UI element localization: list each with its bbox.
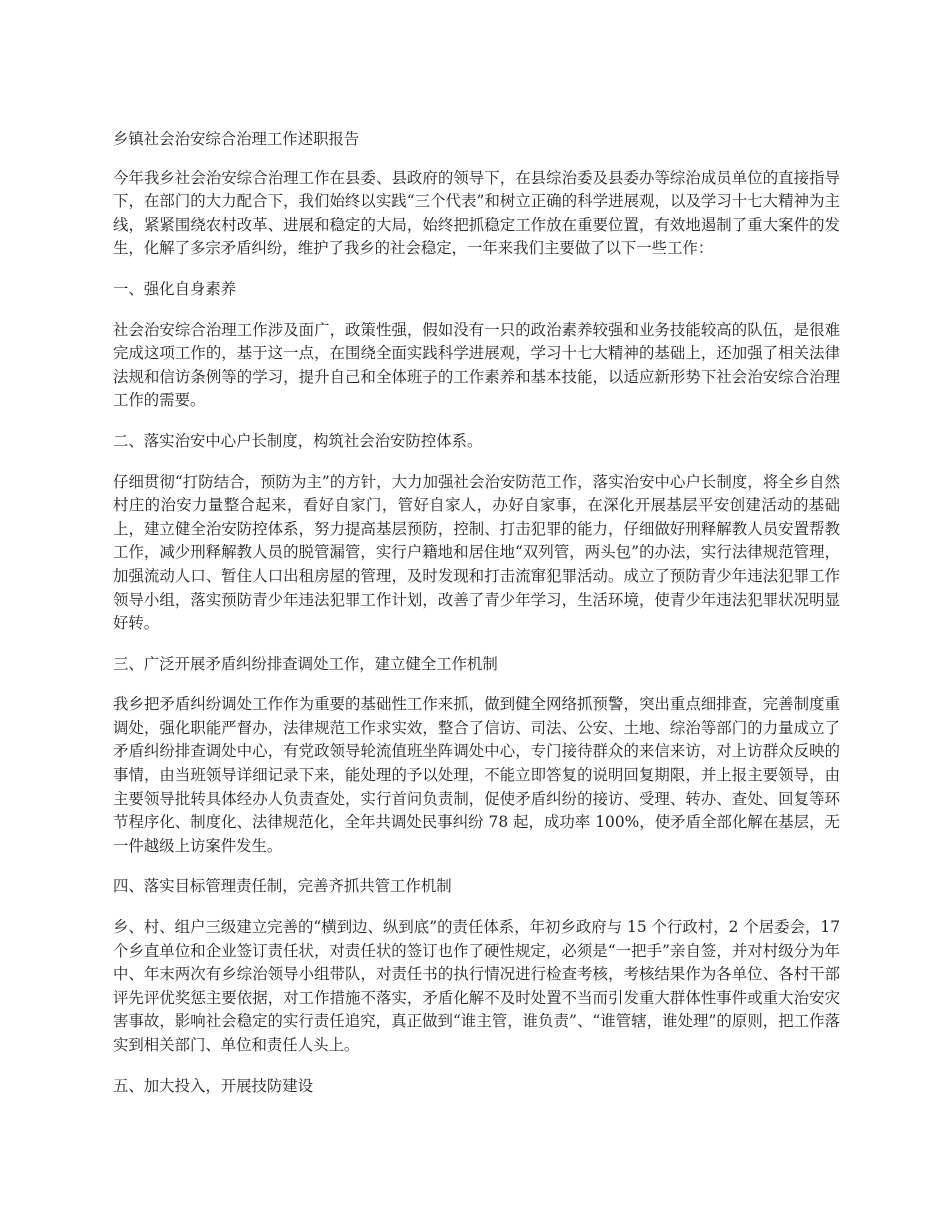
section-body-3: 我乡把矛盾纠纷调处工作作为重要的基础性工作来抓，做到健全网络抓预警，突出重点细排查，完善制度重调处，强化职能严督办，法律规范工作求实效，整合了信访、司法、公安、土地、综治等部门的力量成立了矛盾纠纷排查调处中心，有党政领导轮流值班坐阵调处中心，专门接待群众的来信来访，对上访群众反映的事情，由当班领导详细记录下来，能处理的予以处理，不能立即答复的说明回复期限，并上报主要领导，由主要领导批转具体经办人负责查处，实行首问负责制，促使矛盾纠纷的接访、受理、转办、查处、回复等环节程序化、制度化、法律规范化，全年共调处民事纠纷 78 起，成功率 100%，使矛盾全部化解在基层，无一件越级上访案件发生。 [113,695,840,855]
section-body-4: 乡、村、组户三级建立完善的“横到边、纵到底”的责任体系，年初乡政府与 15 个行政村，2 个居委会，17 个乡直单位和企业签订责任状，对责任状的签订也作了硬性规定，必须是“一把手”亲自签，并对村级分为年中、年末两次有乡综治领导小组带队，对责任书的执行情况进行检查考核，考核结果作为各单位、各村干部评先评优奖惩主要依据，对工作措施不落实，矛盾化解不及时处置不当而引发重大群体性事件或重大治安灾害事故，影响社会稳定的实行责任追究，真正做到“谁主管，谁负责”、“谁管辖，谁处理”的原则，把工作落实到相关部门、单位和责任人头上。 [113,918,840,1054]
section-heading-5: 五、加大投入，开展技防建设 [113,1076,314,1095]
intro-paragraph: 今年我乡社会治安综合治理工作在县委、县政府的领导下，在县综治委及县委办等综治成员单位的直接指导下，在部门的大力配合下，我们始终以实践“三个代表”和树立正确的科学进展观，以及学习十七大精神为主线，紧紧围绕农村改革、进展和稳定的大局，始终把抓稳定工作放在重要位置，有效地遏制了重大案件的发生，化解了多宗矛盾纠纷，维护了我乡的社会稳定，一年来我们主要做了以下一些工作： [113,168,840,258]
section-body-1: 社会治安综合治理工作涉及面广，政策性强，假如没有一只的政治素养较强和业务技能较高的队伍，是很难完成这项工作的，基于这一点，在围绕全面实践科学进展观，学习十七大精神的基础上，还加强了相关法律法规和信访条例等的学习，提升自己和全体班子的工作素养和基本技能，以适应新形势下社会治安综合治理工作的需要。 [113,320,840,410]
section-heading-4: 四、落实目标管理责任制，完善齐抓共管工作机制 [113,877,452,896]
document-title: 乡镇社会治安综合治理工作述职报告 [113,130,360,148]
section-heading-1: 一、强化自身素养 [113,279,237,298]
section-heading-2: 二、落实治安中心户长制度，构筑社会治安防控体系。 [113,431,483,450]
section-heading-3: 三、广泛开展矛盾纠纷排查调处工作，建立健全工作机制 [113,654,498,673]
document-body [113,128,840,1115]
section-body-2: 仔细贯彻“打防结合，预防为主”的方针，大力加强社会治安防范工作，落实治安中心户长制度，将全乡自然村庄的治安力量整合起来，看好自家门，管好自家人，办好自家事，在深化开展基层平安创建活动的基础上，建立健全治安防控体系，努力提高基层预防，控制、打击犯罪的能力，仔细做好刑释解教人员安置帮教工作，减少刑释解教人员的脱管漏管，实行户籍地和居住地“双列管，两头包”的办法，实行法律规范管理，加强流动人口、暂住人口出租房屋的管理，及时发现和打击流窜犯罪活动。成立了预防青少年违法犯罪工作领导小组，落实预防青少年违法犯罪工作计划，改善了青少年学习，生活环境，使青少年违法犯罪状况明显好转。 [113,472,840,633]
